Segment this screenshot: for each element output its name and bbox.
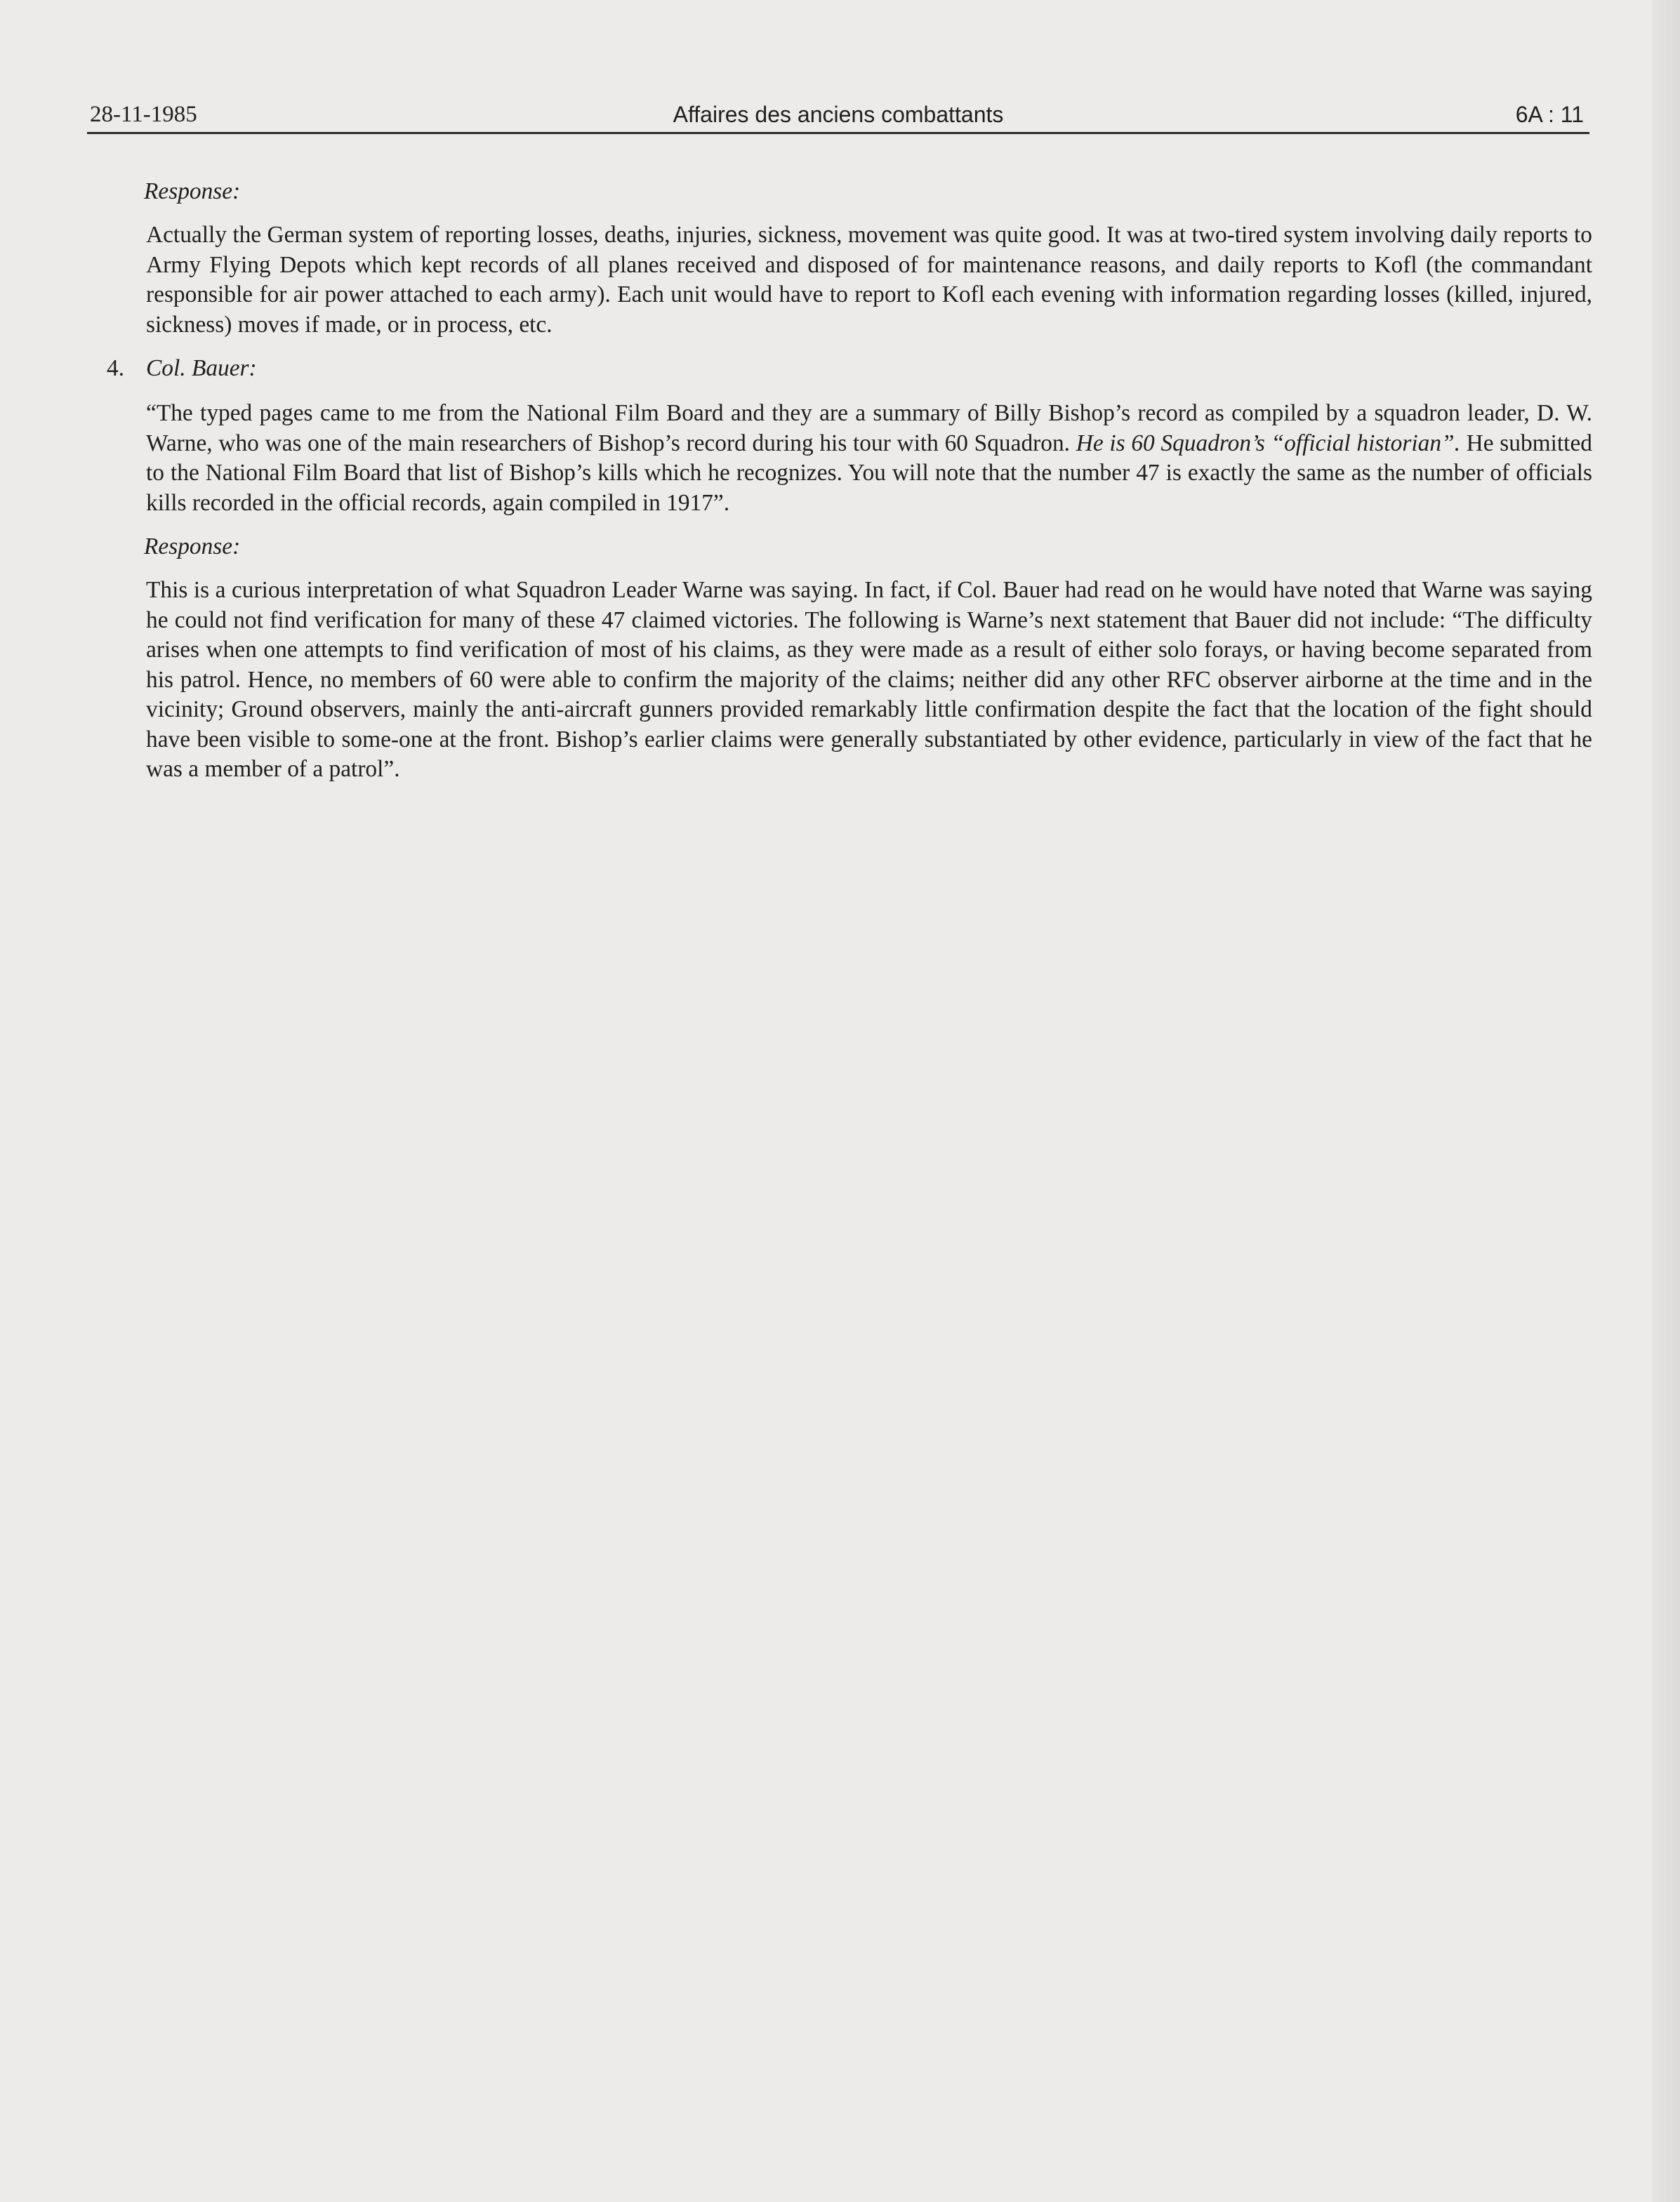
item-4-quote-part-2: He submitted to the National Film Board that list of Bishop’s kills which he recognizes. You will note that the number 47 is exactly the same as the number of officials kills recorded in the official records, again compiled in 1917”. bbox=[146, 430, 1592, 516]
response-label-1: Response: bbox=[144, 178, 241, 204]
header-date: 28-11-1985 bbox=[90, 102, 197, 127]
item-4-quote bbox=[146, 399, 1592, 518]
page-content bbox=[107, 177, 1592, 798]
page-edge-shadow bbox=[1652, 0, 1680, 2202]
response-text-2: This is a curious interpretation of what Squadron Leader Warne was saying. In fact, if Col. Bauer had read on he would have noted that Warne was saying he could not find verification for many of these 47 claimed victories. The following is Warne’s next statement that Bauer did not include: “The difficulty arises when one attempts to find verification of most of his claims, as they were made as a result of either solo forays, or having become separated from his patrol. Hence, no members of 60 were able to confirm the majority of the claims; neither did any other RFC observer airborne at the time and in the vicinity; Ground observers, mainly the anti-aircraft gunners provided remarkably little confirmation despite the fact that the location of the fight should have been visible to some-one at the front. Bishop’s earlier claims were generally substantiated by other evidence, particularly in view of the fact that he was a member of a patrol”. bbox=[146, 577, 1592, 782]
item-4-number: 4. bbox=[107, 355, 125, 382]
item-4-speaker: Col. Bauer: bbox=[146, 355, 257, 382]
response-text-1: Actually the German system of reporting losses, deaths, injuries, sickness, movement was quite good. It was at two-tired system involving daily reports to Army Flying Depots which kept records of all planes received and disposed of for maintenance reasons, and daily reports to Kofl (the commandant responsible for air power attached to each army). Each unit would have to report to Kofl each evening with information regarding losses (killed, injured, sickness) moves if made, or in process, etc. bbox=[146, 222, 1592, 338]
response-label-2: Response: bbox=[144, 533, 241, 560]
page-header bbox=[87, 100, 1589, 134]
item-4-quote-emphasis: He is 60 Squadron’s “official historian”. bbox=[1076, 430, 1460, 456]
header-page-number: 6A : 11 bbox=[1515, 102, 1584, 127]
bleed-through-texture bbox=[105, 997, 1566, 1909]
header-title: Affaires des anciens combattants bbox=[673, 102, 1004, 127]
item-4-heading bbox=[107, 354, 1592, 383]
item-4-quote-part-1: “The typed pages came to me from the National Film Board and they are a summary of Billy Bishop’s record as compiled by a squadron leader, D. W. Warne, who was one of the main researchers of Bishop’s record during his tour with 60 Squadron. bbox=[146, 400, 1592, 456]
